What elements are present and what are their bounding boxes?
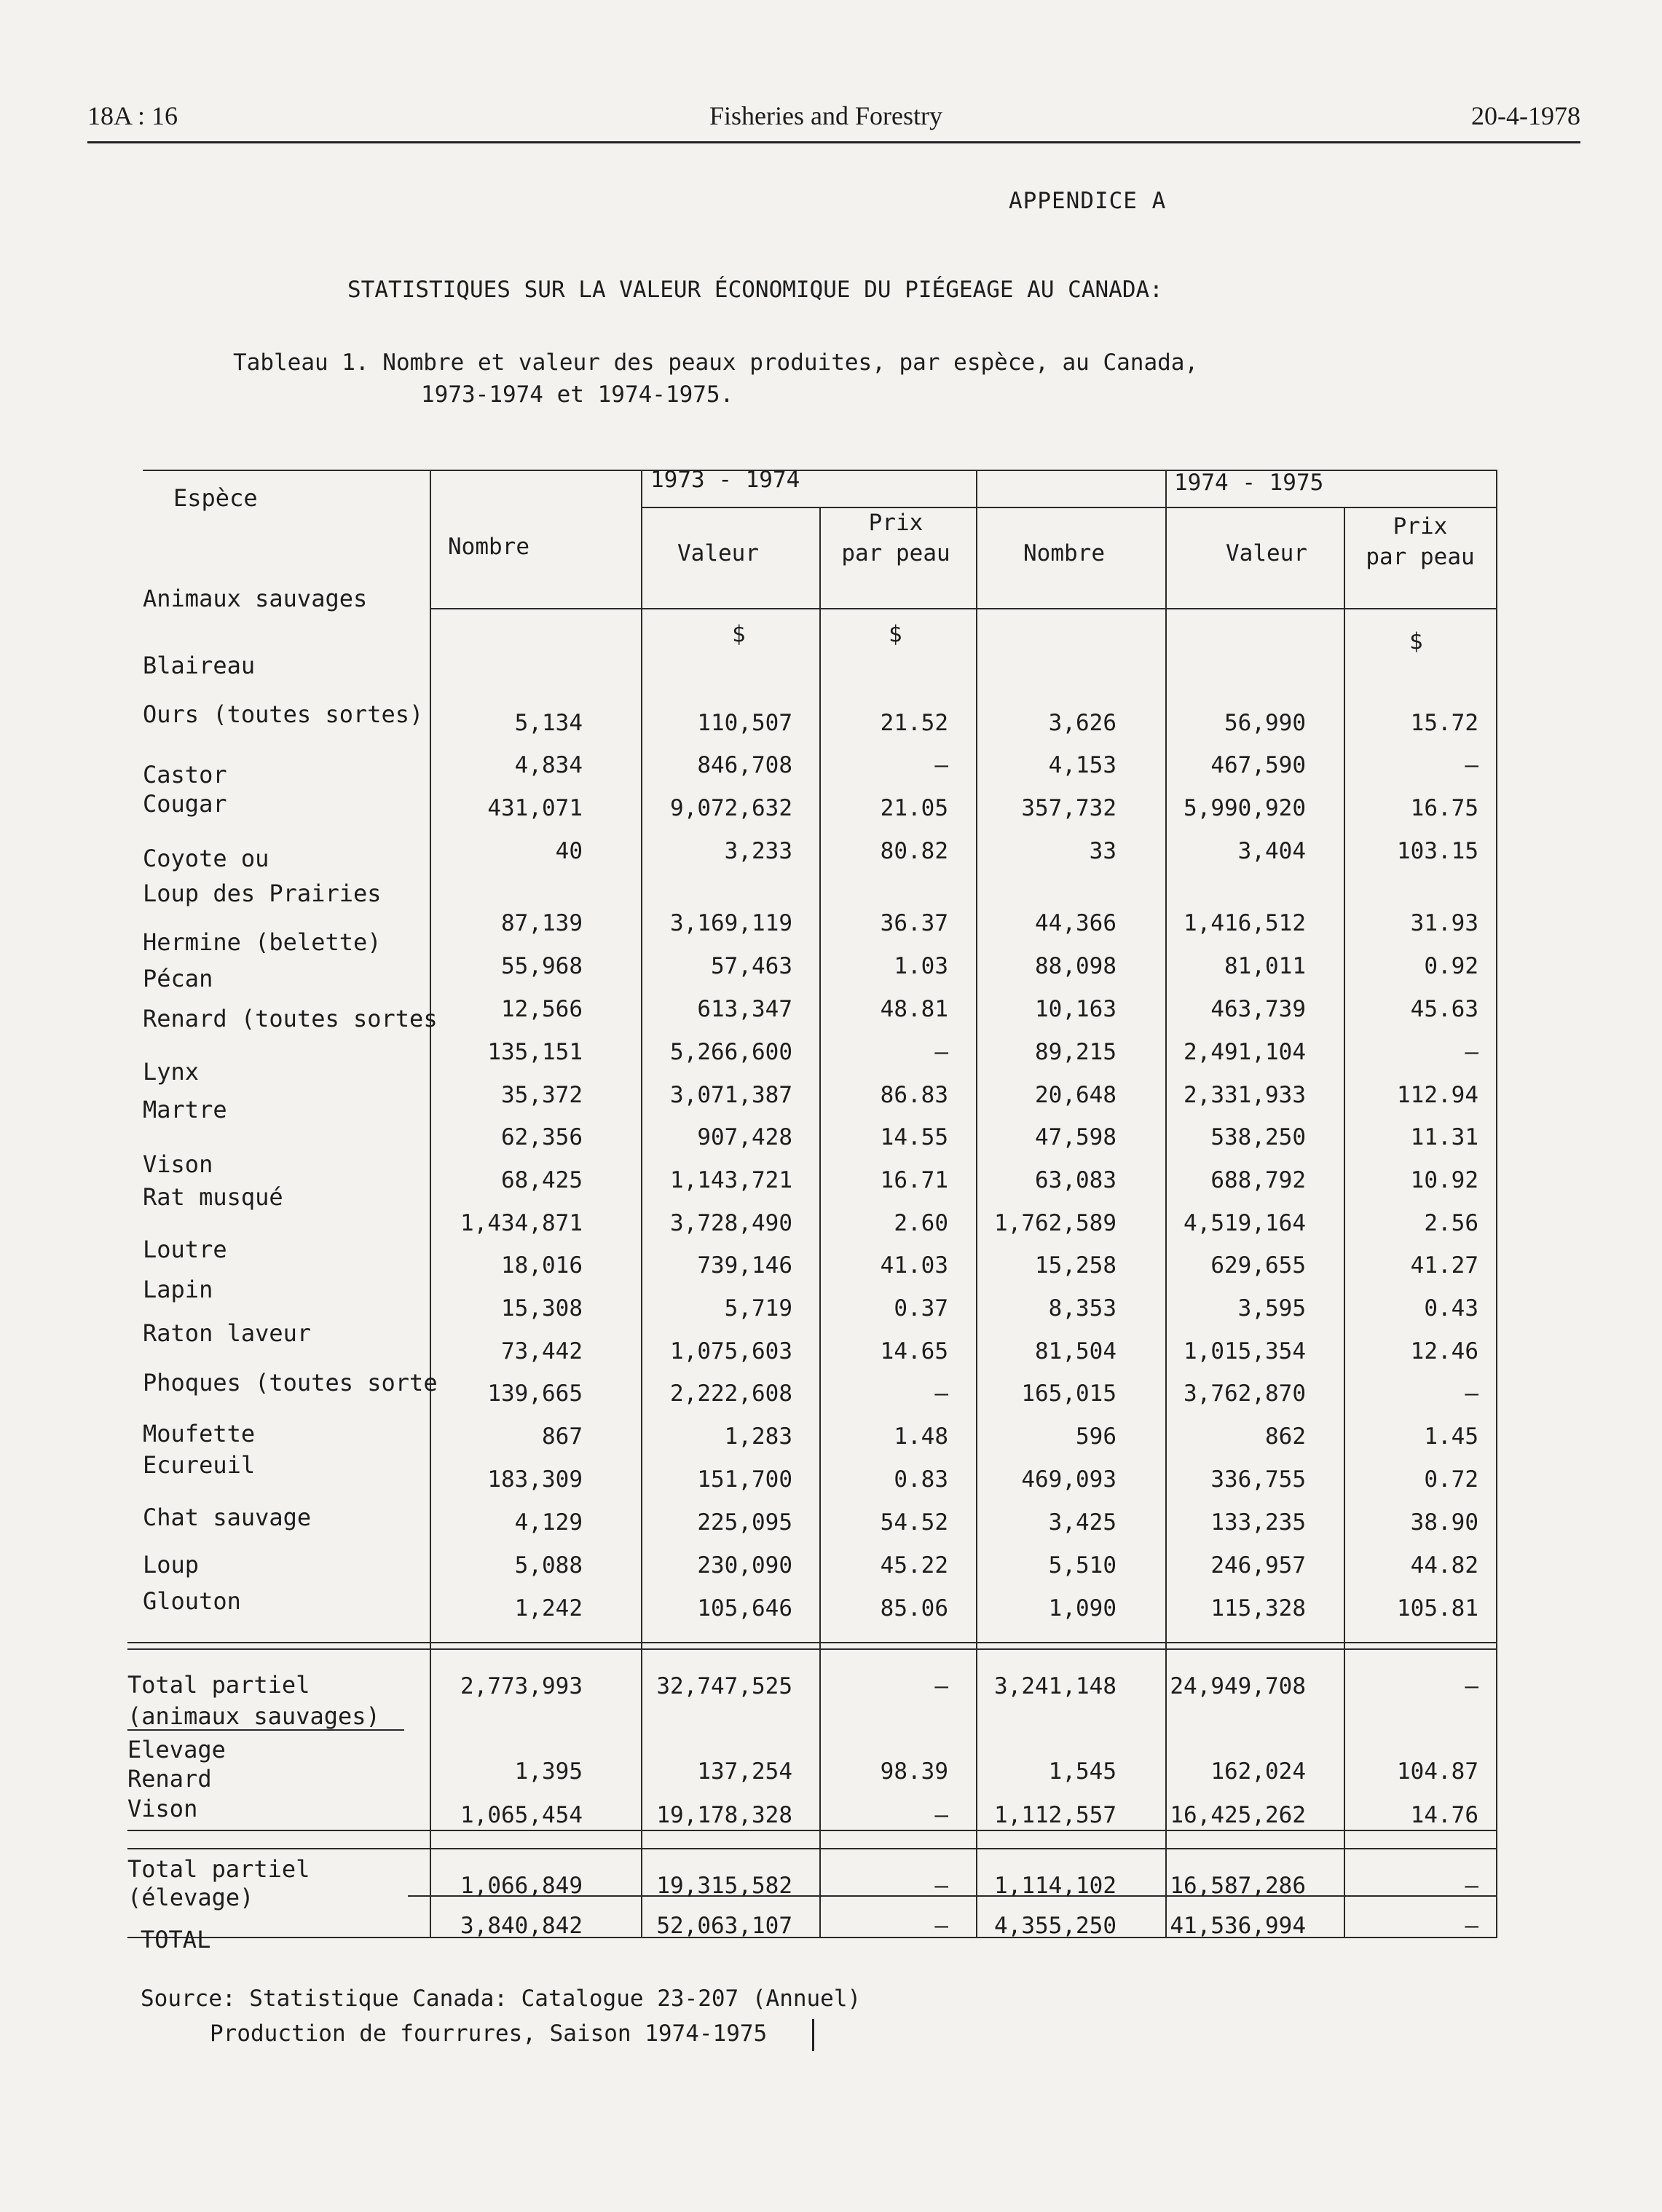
table-cell: 4,834 (514, 752, 583, 778)
table-cell: 86.83 (880, 1082, 948, 1108)
col-divider-right (1496, 470, 1497, 1937)
table-cell: 10,163 (1035, 996, 1116, 1022)
header-prix-2: Prix (1393, 513, 1448, 540)
species-label: Ours (toutes sortes) (143, 700, 424, 728)
species-label: Castor (143, 761, 227, 789)
farm-cell: 16,425,262 (1170, 1802, 1306, 1828)
farm-cell: 1,395 (514, 1758, 583, 1785)
species-label: Renard (toutes sortes (143, 1005, 438, 1032)
table-cell: – (1465, 1380, 1478, 1407)
table-cell: 21.05 (880, 795, 948, 821)
table-cell: 38.90 (1410, 1509, 1478, 1536)
table-cell: 1,015,354 (1184, 1338, 1306, 1364)
table-cell: 862 (1265, 1423, 1306, 1450)
species-label: Vison (143, 1150, 213, 1178)
table-cell: 165,015 (1021, 1380, 1116, 1407)
period-rule (641, 507, 1497, 508)
table-cell: 47,598 (1035, 1124, 1116, 1150)
table-caption-years: 1973-1974 et 1974-1975. (421, 382, 734, 408)
table-cell: 80.82 (880, 838, 948, 864)
species-label: Lynx (143, 1058, 200, 1086)
document-title: STATISTIQUES SUR LA VALEUR ÉCONOMIQUE DU PIÉGEAGE AU CANADA: (347, 277, 1163, 303)
header-period-1974: 1974 - 1975 (1174, 470, 1324, 496)
table-cell: 0.92 (1424, 953, 1478, 979)
source-marker (812, 2019, 814, 2051)
subtotal-farm-cell: – (934, 1873, 948, 1899)
table-cell: 596 (1076, 1423, 1116, 1450)
header-valeur-2: Valeur (1226, 540, 1307, 566)
subtotal-farm-rule (127, 1848, 1497, 1849)
table-cell: 0.72 (1424, 1466, 1478, 1493)
table-cell: 4,519,164 (1184, 1210, 1306, 1236)
table-cell: 0.37 (894, 1295, 948, 1322)
appendix-heading: APPENDICE A (1009, 188, 1167, 214)
table-cell: 3,169,119 (670, 910, 792, 936)
table-cell: 1,090 (1048, 1595, 1116, 1622)
subtotal-farm-label: Total partiel (127, 1855, 310, 1883)
table-cell: 15,308 (501, 1295, 583, 1322)
species-label: Loup (143, 1551, 200, 1579)
table-cell: 21.52 (880, 710, 948, 736)
subtotal-wild-rule-top (127, 1642, 1497, 1643)
table-cell: – (934, 1039, 948, 1065)
species-label: Loup des Prairies (143, 880, 382, 907)
journal-title: Fisheries and Forestry (709, 101, 942, 130)
table-cell: 225,095 (697, 1509, 792, 1536)
species-label: Pécan (143, 965, 213, 992)
farm-cell: 137,254 (697, 1758, 792, 1785)
table-cell: 48.81 (880, 996, 948, 1022)
table-cell: 10.92 (1410, 1167, 1478, 1193)
species-label: Lapin (143, 1276, 213, 1303)
subtotal-wild-cell: 2,773,993 (460, 1673, 583, 1699)
table-cell: 3,425 (1048, 1509, 1116, 1536)
subtotal-farm-cell: 1,114,102 (994, 1873, 1116, 1899)
table-cell: 115,328 (1210, 1595, 1306, 1622)
table-cell: 1.45 (1424, 1423, 1478, 1450)
table-cell: 4,153 (1048, 752, 1116, 778)
header-par-peau-1: par peau (841, 540, 950, 566)
farm-species-label: Vison (127, 1795, 198, 1822)
table-cell: 20,648 (1035, 1082, 1116, 1108)
table-cell: 16.71 (880, 1167, 948, 1193)
table-cell: 0.83 (894, 1466, 948, 1493)
table-cell: 81,504 (1035, 1338, 1116, 1364)
table-cell: 3,728,490 (670, 1210, 792, 1236)
table-cell: 15,258 (1035, 1252, 1116, 1279)
table-cell: 5,266,600 (670, 1039, 792, 1065)
table-cell: 230,090 (697, 1552, 792, 1579)
table-cell: 54.52 (880, 1509, 948, 1536)
table-cell: 467,590 (1210, 752, 1306, 778)
table-cell: 5,510 (1048, 1552, 1116, 1579)
species-label: Coyote ou (143, 845, 269, 872)
table-cell: 183,309 (487, 1466, 583, 1493)
table-cell: 4,129 (514, 1509, 583, 1536)
table-cell: 336,755 (1210, 1466, 1306, 1493)
table-cell: 88,098 (1035, 953, 1116, 979)
table-cell: 2.60 (894, 1210, 948, 1236)
table-cell: 81,011 (1224, 953, 1306, 979)
table-cell: 2.56 (1424, 1210, 1478, 1236)
table-cell: 538,250 (1210, 1124, 1306, 1150)
header-valeur-1: Valeur (677, 540, 759, 566)
table-cell: 463,739 (1210, 996, 1306, 1022)
table-cell: 12.46 (1410, 1338, 1478, 1364)
table-cell: 16.75 (1410, 795, 1478, 821)
table-cell: 40 (555, 838, 583, 864)
table-cell: 45.22 (880, 1552, 948, 1579)
col-divider-species (430, 470, 431, 1937)
species-label: Hermine (belette) (143, 928, 382, 956)
table-cell: 14.55 (880, 1124, 948, 1150)
table-cell: 105,646 (697, 1595, 792, 1622)
species-label: Glouton (143, 1587, 241, 1615)
header-species: Espèce (173, 484, 258, 512)
table-cell: 2,222,608 (670, 1380, 792, 1407)
source-note-2: Production de fourrures, Saison 1974-1975 (210, 2021, 768, 2047)
table-cell: 31.93 (1410, 910, 1478, 936)
table-cell: 15.72 (1410, 710, 1478, 736)
table-cell: 9,072,632 (670, 795, 792, 821)
table-cell: 5,134 (514, 710, 583, 736)
species-label: Rat musqué (143, 1183, 283, 1211)
total-cell: 41,536,994 (1170, 1913, 1306, 1939)
table-cell: 63,083 (1035, 1167, 1116, 1193)
table-cell: – (1465, 752, 1478, 778)
table-cell: 139,665 (487, 1380, 583, 1407)
table-cell: 14.65 (880, 1338, 948, 1364)
table-cell: – (934, 752, 948, 778)
col-divider-1 (641, 470, 642, 1937)
header-nombre-1: Nombre (448, 534, 529, 560)
table-cell: 469,093 (1021, 1466, 1116, 1493)
col-divider-3 (976, 470, 977, 1937)
table-cell: 36.37 (880, 910, 948, 936)
subtotal-farm-label-2: (élevage) (127, 1884, 254, 1911)
table-cell: 57,463 (711, 953, 792, 979)
table-cell: 18,016 (501, 1252, 583, 1279)
table-cell: 5,990,920 (1184, 795, 1306, 821)
table-cell: 85.06 (880, 1595, 948, 1622)
page-date: 20-4-1978 (1471, 101, 1580, 130)
header-dollar-prix-1: $ (889, 621, 902, 647)
subtotal-farm-cell: 16,587,286 (1170, 1873, 1306, 1899)
table-cell: 103.15 (1397, 838, 1478, 864)
table-cell: 613,347 (697, 996, 792, 1022)
table-cell: 112.94 (1397, 1082, 1478, 1108)
table-cell: 1,283 (724, 1423, 792, 1450)
table-cell: 55,968 (501, 953, 583, 979)
total-cell: – (934, 1913, 948, 1939)
table-cell: 739,146 (697, 1252, 792, 1279)
table-cell: – (934, 1380, 948, 1407)
page-number: 18A : 16 (87, 101, 178, 130)
table-cell: 357,732 (1021, 795, 1116, 821)
table-cell: 431,071 (487, 795, 583, 821)
table-cell: 846,708 (697, 752, 792, 778)
farm-cell: – (934, 1802, 948, 1828)
table-cell: 41.27 (1410, 1252, 1478, 1279)
table-cell: 73,442 (501, 1338, 583, 1364)
table-cell: 68,425 (501, 1167, 583, 1193)
table-cell: 3,233 (724, 838, 792, 864)
subtotal-wild-label: Total partiel (127, 1671, 310, 1699)
farm-species-label: Renard (127, 1765, 212, 1793)
subtotal-wild-cell: 3,241,148 (994, 1673, 1116, 1699)
table-cell: 44.82 (1410, 1552, 1478, 1579)
species-label: Martre (143, 1096, 227, 1123)
table-cell: 8,353 (1048, 1295, 1116, 1322)
table-cell: 11.31 (1410, 1124, 1478, 1150)
table-cell: 62,356 (501, 1124, 583, 1150)
species-label: Raton laveur (143, 1319, 312, 1347)
total-cell: 52,063,107 (656, 1913, 792, 1939)
table-cell: 105.81 (1397, 1595, 1478, 1622)
table-cell: – (1465, 1039, 1478, 1065)
table-cell: 45.63 (1410, 996, 1478, 1022)
subtotal-farm-cell: 19,315,582 (656, 1873, 792, 1899)
farm-cell: 98.39 (880, 1758, 948, 1785)
total-cell: 4,355,250 (994, 1913, 1116, 1939)
species-label: Cougar (143, 790, 227, 818)
table-cell: 3,595 (1237, 1295, 1306, 1322)
farm-cell: 1,112,557 (994, 1802, 1116, 1828)
header-par-peau-2: par peau (1366, 544, 1475, 570)
table-cell: 41.03 (880, 1252, 948, 1279)
table-cell: 1,416,512 (1184, 910, 1306, 936)
table-cell: 35,372 (501, 1082, 583, 1108)
farm-cell: 1,065,454 (460, 1802, 583, 1828)
total-cell: 3,840,842 (460, 1913, 583, 1939)
table-cell: 2,331,933 (1184, 1082, 1306, 1108)
species-label: Ecureuil (143, 1451, 256, 1479)
subtotal-wild-label-2: (animaux sauvages) (127, 1702, 380, 1730)
header-dollar-prix-2: $ (1409, 628, 1423, 655)
table-cell: 0.43 (1424, 1295, 1478, 1322)
table-cell: 89,215 (1035, 1039, 1116, 1065)
header-prix-1: Prix (868, 510, 923, 536)
table-cell: 907,428 (697, 1124, 792, 1150)
subtotal-farm-cell: – (1465, 1873, 1478, 1899)
table-cell: 1,434,871 (460, 1210, 583, 1236)
total-label: TOTAL (141, 1926, 211, 1954)
table-cell: 3,762,870 (1184, 1380, 1306, 1407)
table-cell: 56,990 (1224, 710, 1306, 736)
page-header (87, 100, 1580, 143)
species-label: Chat sauvage (143, 1504, 312, 1531)
table-cell: 1,242 (514, 1595, 583, 1622)
farm-cell: 14.76 (1410, 1802, 1478, 1828)
species-label: Phoques (toutes sorte (143, 1369, 438, 1397)
source-note: Source: Statistique Canada: Catalogue 23-207 (Annuel) (141, 1986, 862, 2012)
farm-cell: 162,024 (1210, 1758, 1306, 1785)
table-cell: 44,366 (1035, 910, 1116, 936)
species-label: Moufette (143, 1420, 256, 1447)
subtotal-wild-cell: 32,747,525 (656, 1673, 792, 1699)
table-cell: 135,151 (487, 1039, 583, 1065)
table-cell: 1,075,603 (670, 1338, 792, 1364)
table-cell: 1.48 (894, 1423, 948, 1450)
header-bottom-rule (430, 608, 1497, 609)
table-cell: 3,404 (1237, 838, 1306, 864)
species-label: Blaireau (143, 652, 256, 679)
table-cell: 3,071,387 (670, 1082, 792, 1108)
section-wild-animals: Animaux sauvages (143, 585, 368, 612)
table-cell: 867 (542, 1423, 583, 1450)
farm-cell: 1,545 (1048, 1758, 1116, 1785)
table-cell: 5,088 (514, 1552, 583, 1579)
table-cell: 688,792 (1210, 1167, 1306, 1193)
table-cell: 33 (1089, 838, 1116, 864)
table-cell: 629,655 (1210, 1252, 1306, 1279)
table-cell: 12,566 (501, 996, 583, 1022)
table-cell: 87,139 (501, 910, 583, 936)
table-caption: Tableau 1. Nombre et valeur des peaux produites, par espèce, au Canada, (233, 349, 1199, 376)
table-cell: 133,235 (1210, 1509, 1306, 1536)
table-cell: 3,626 (1048, 710, 1116, 736)
subtotal-farm-cell: 1,066,849 (460, 1873, 583, 1899)
subtotal-wild-cell: 24,949,708 (1170, 1673, 1306, 1699)
table-cell: 5,719 (724, 1295, 792, 1322)
section-farm: Elevage (127, 1736, 226, 1763)
farm-cell: 104.87 (1397, 1758, 1478, 1785)
header-period-1973: 1973 - 1974 (650, 467, 800, 493)
header-nombre-2: Nombre (1023, 540, 1105, 566)
subtotal-wild-cell: – (1465, 1673, 1478, 1699)
total-cell: – (1465, 1913, 1478, 1939)
header-dollar-valeur-1: $ (732, 621, 746, 647)
col-divider-4 (1165, 470, 1167, 1937)
table-cell: 2,491,104 (1184, 1039, 1306, 1065)
table-cell: 151,700 (697, 1466, 792, 1493)
table-cell: 246,957 (1210, 1552, 1306, 1579)
farm-bottom-rule (127, 1830, 1497, 1831)
table-cell: 1,143,721 (670, 1167, 792, 1193)
farm-cell: 19,178,328 (656, 1802, 792, 1828)
table-cell: 1,762,589 (994, 1210, 1116, 1236)
table-cell: 110,507 (697, 710, 792, 736)
species-label: Loutre (143, 1236, 227, 1263)
table-cell: 1.03 (894, 953, 948, 979)
subtotal-wild-cell: – (934, 1673, 948, 1699)
subtotal-wild-rule-top-2 (127, 1648, 1497, 1650)
